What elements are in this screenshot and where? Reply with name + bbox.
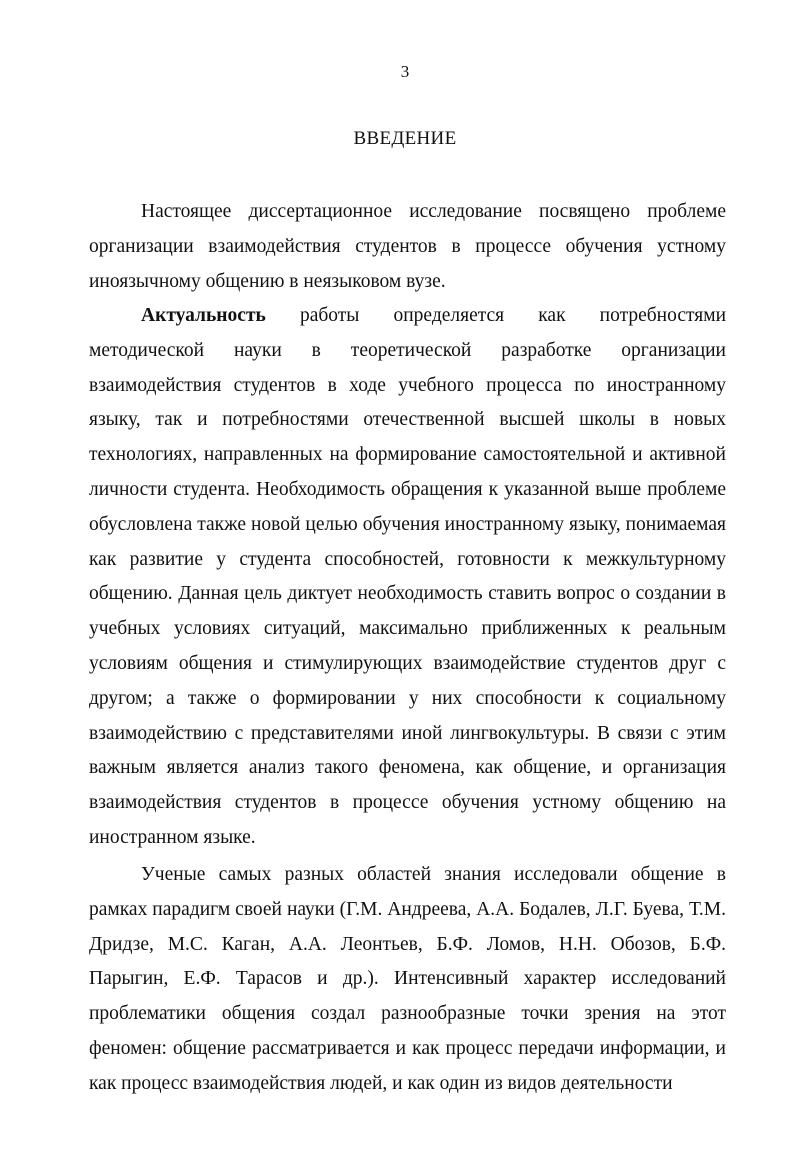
paragraph-scholars-text: Ученые самых разных областей знания исследовали общение в рамках парадигм своей науки (Г.М. Андреева, А.А. Бодалев, Л.Г. Буева, Т.М. Дридзе, М.С. Каган, А.А. Леонтьев, Б.Ф. Ломов, Н.Н. Обозов, Б.Ф. Парыгин, Е.Ф. Тарасов и др.). Интенсивный характер исследований проблематики общения создал разнообразные точки зрения на этот феномен: общение рассматривается и как процесс передачи информации, и как процесс взаимодействия людей, и как один из видов деятельности (89, 864, 726, 1094)
paragraph-intro-text: Настоящее диссертационное исследование посвящено проблеме организации взаимодействия студентов в процессе обучения устному иноязычному общению в неязыковом вузе. (89, 201, 726, 292)
paragraph-relevance-text (89, 299, 726, 856)
paragraph-relevance (89, 299, 726, 856)
relevance-term: Актуальность (141, 305, 266, 326)
paragraph-intro (89, 195, 726, 299)
paragraph-scholars (89, 858, 726, 1102)
section-heading: ВВЕДЕНИЕ (353, 128, 457, 149)
relevance-body: работы определяется как потребностями методической науки в теоретической разработке организации взаимодействия студентов в ходе учебного процесса по иностранному языку, так и потребностями отечественной высшей школы в новых технологиях, направленных на формирование самостоятельной и активной личности студента. Необходимость обращения к указанной выше проблеме обусловлена также новой целью обучения иностранному языку, понимаемая как развитие у студента способностей, готовности к межкультурному общению. Данная цель диктует необходимость ставить вопрос о создании в учебных условиях ситуаций, максимально приближенных к реальным условиям общения и стимулирующих взаимодействие студентов друг с другом; а также о формировании у них способности к социальному взаимодействию с представителями иной лингвокультуры. В связи с этим важным является анализ такого феномена, как общение, и организация взаимодействия студентов в процессе обучения устному общению на иностранном языке. (89, 305, 726, 848)
page-number: 3 (400, 62, 410, 81)
